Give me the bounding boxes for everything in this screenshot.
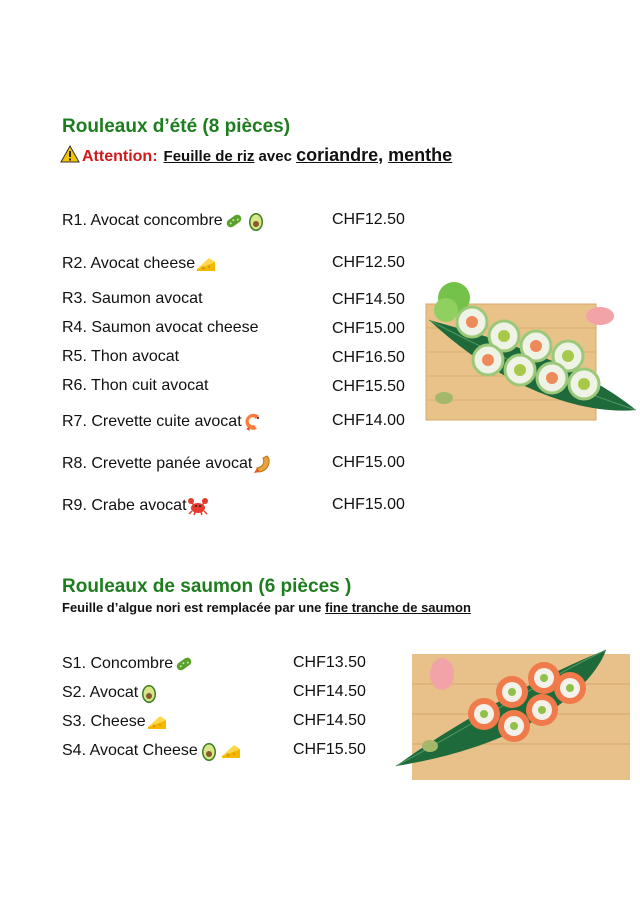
menu-item-r6: [62, 377, 208, 395]
item-label: R9. Crabe avocat: [62, 497, 187, 514]
avocado-icon: [198, 740, 220, 762]
rice-paper-text: Feuille de riz: [163, 148, 255, 165]
menu-item-s3: [62, 711, 168, 733]
item-label: R2. Avocat cheese: [62, 255, 196, 272]
item-label: R4. Saumon avocat cheese: [62, 319, 259, 336]
coriander-text: coriandre: [296, 145, 379, 165]
section-title-summer-rolls: Rouleaux d’été (8 pièces): [62, 116, 291, 137]
item-label: S4. Avocat Cheese: [62, 742, 198, 759]
menu-item-r5: [62, 348, 179, 366]
avocado-icon: [138, 682, 160, 704]
mint-text: menthe: [388, 145, 453, 165]
price-r1: CHF12.50: [332, 211, 405, 228]
attention-label: Attention:: [82, 148, 158, 165]
summer-rolls-photo: [424, 280, 636, 422]
price-s3: CHF14.50: [293, 712, 366, 729]
section-title-salmon-rolls: Rouleaux de saumon (6 pièces ): [62, 576, 352, 597]
salmon-rolls-photo: [394, 644, 634, 784]
price-s4: CHF15.50: [293, 741, 366, 758]
item-label: R8. Crevette panée avocat: [62, 455, 253, 472]
comma-text: ,: [378, 145, 389, 165]
note-text: Feuille d’algue nori est remplacée par une: [62, 600, 325, 615]
cheese-icon: [146, 711, 168, 733]
avocado-icon: [245, 210, 267, 232]
price-r2: CHF12.50: [332, 254, 405, 271]
attention-line: [60, 143, 452, 166]
shrimp-icon: [242, 411, 264, 433]
menu-item-r3: [62, 290, 203, 308]
price-s2: CHF14.50: [293, 683, 366, 700]
cheese-icon: [220, 740, 242, 762]
menu-item-r7: [62, 411, 264, 433]
menu-item-r4: [62, 319, 259, 337]
menu-item-s2: [62, 682, 160, 704]
item-label: R3. Saumon avocat: [62, 290, 203, 307]
note-underlined: fine tranche de saumon: [324, 600, 471, 615]
price-r6: CHF15.50: [332, 378, 405, 395]
price-r3: CHF14.50: [332, 291, 405, 308]
price-r8: CHF15.00: [332, 454, 405, 471]
price-r7: CHF14.00: [332, 412, 405, 429]
item-label: R6. Thon cuit avocat: [62, 377, 209, 394]
with-text: avec: [254, 148, 297, 165]
menu-item-r1: [62, 210, 267, 232]
price-r5: CHF16.50: [332, 349, 405, 366]
price-r4: CHF15.00: [332, 320, 405, 337]
cucumber-icon: [173, 653, 195, 675]
menu-item-s1: [62, 653, 195, 675]
menu-item-s4: [62, 740, 242, 762]
item-label: S1. Concombre: [62, 655, 174, 672]
fried-shrimp-icon: [252, 453, 274, 475]
price-r9: CHF15.00: [332, 496, 405, 513]
cheese-icon: [195, 253, 217, 275]
menu-item-r2: [62, 253, 217, 275]
cucumber-icon: [223, 210, 245, 232]
menu-item-r8: [62, 453, 274, 475]
item-label: R1. Avocat concombre: [62, 212, 223, 229]
crab-icon: [187, 495, 209, 517]
item-label: R5. Thon avocat: [62, 348, 180, 365]
item-label: S2. Avocat: [62, 684, 139, 701]
price-s1: CHF13.50: [293, 654, 366, 671]
item-label: R7. Crevette cuite avocat: [62, 413, 242, 430]
salmon-note: [62, 600, 471, 615]
warning-icon: [60, 145, 80, 163]
item-label: S3. Cheese: [62, 713, 146, 730]
menu-item-r9: [62, 495, 209, 517]
